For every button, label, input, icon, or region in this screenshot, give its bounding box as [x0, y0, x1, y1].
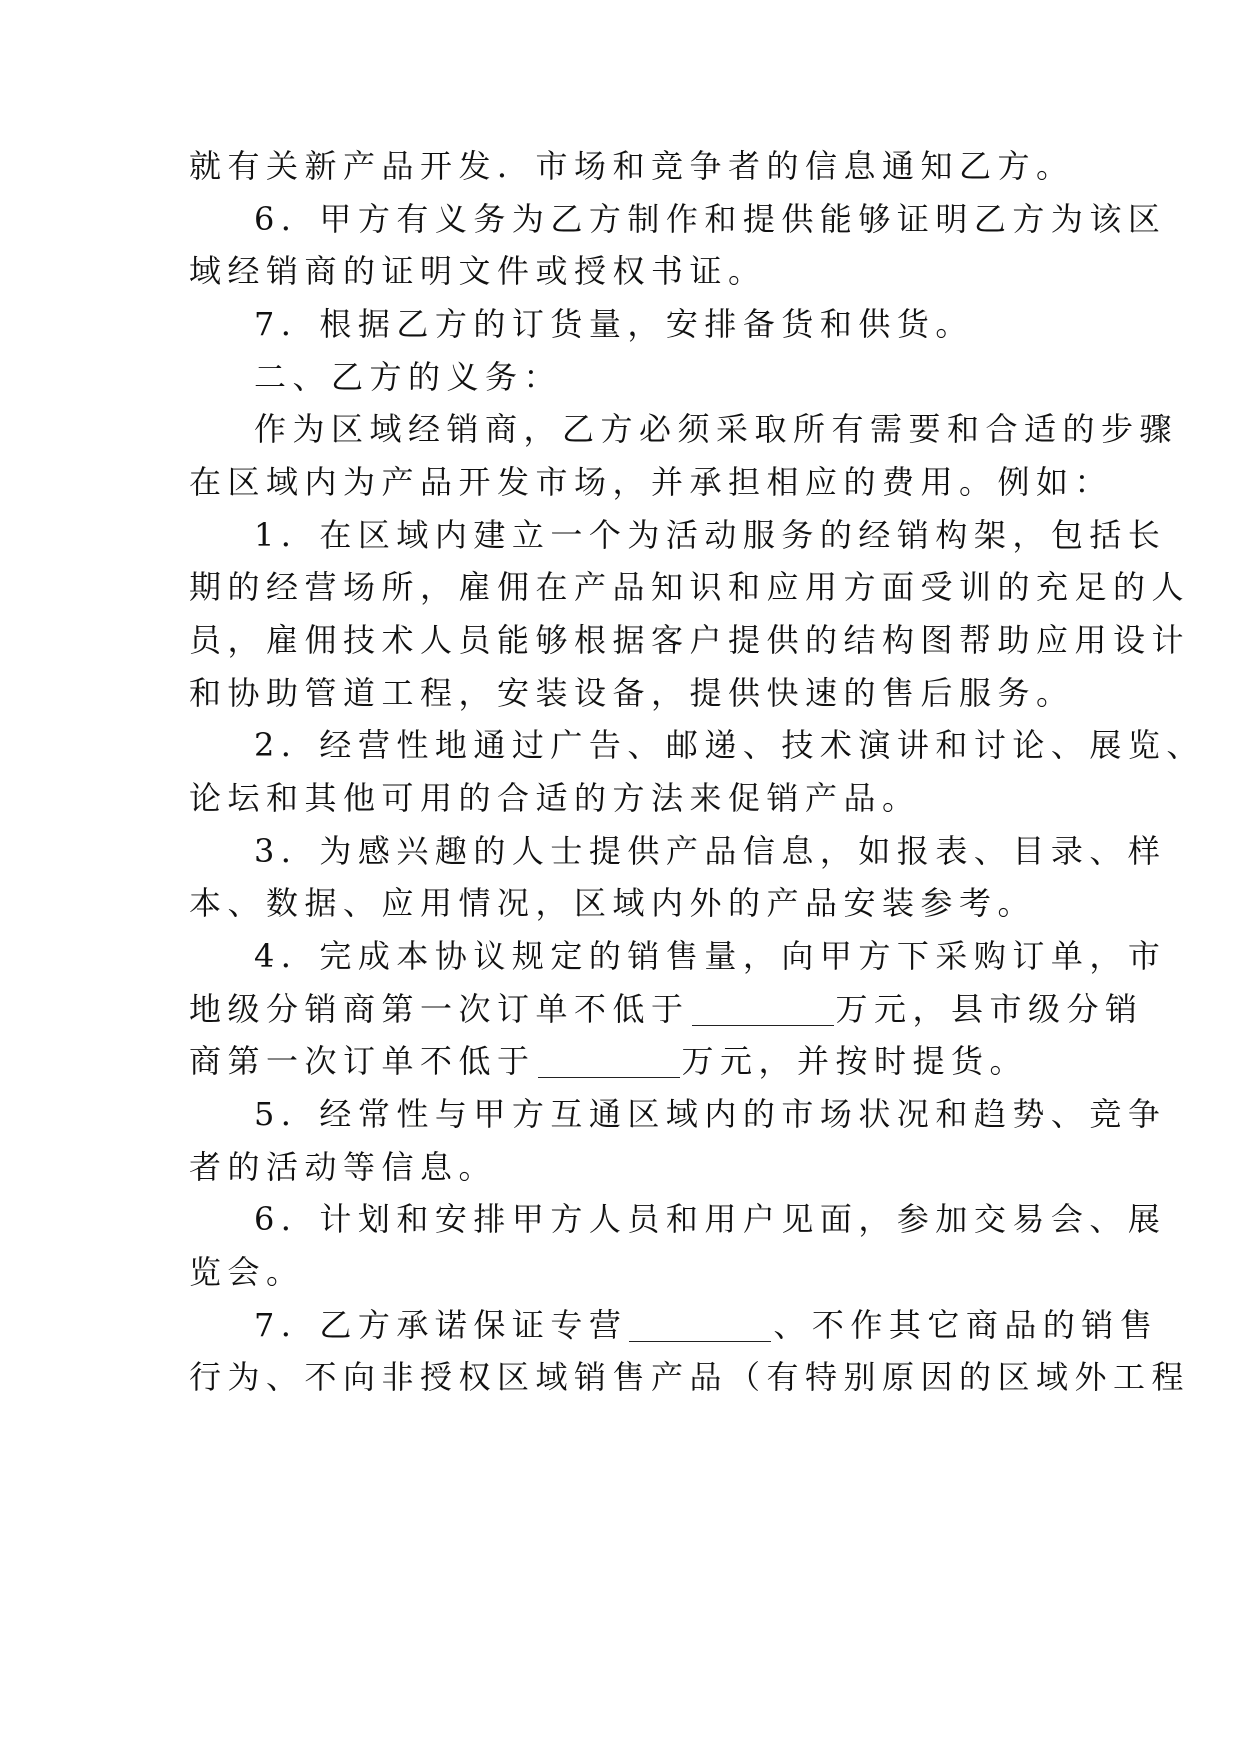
- text-line: 6．计划和安排甲方人员和用户见面，参加交易会、展: [254, 1200, 1167, 1238]
- text-line: 员，雇佣技术人员能够根据客户提供的结构图帮助应用设计: [189, 621, 1191, 659]
- text-line: 作为区域经销商，乙方必须采取所有需要和合适的步骤: [254, 410, 1179, 448]
- text-line: 5．经常性与甲方互通区域内的市场状况和趋势、竞争: [254, 1095, 1167, 1133]
- text-line: 本、数据、应用情况，区域内外的产品安装参考。: [189, 884, 1037, 922]
- text-segment: 万元，县市级分销: [835, 990, 1144, 1028]
- text-line: 者的活动等信息。: [189, 1148, 498, 1186]
- text-line: 期的经营场所，雇佣在产品知识和应用方面受训的充足的人: [189, 568, 1191, 606]
- text-segment: 、不作其它商品的销售: [773, 1306, 1159, 1344]
- fill-in-blank[interactable]: [629, 1309, 771, 1342]
- section-heading: 二、乙方的义务：: [254, 358, 563, 396]
- text-line: 7．根据乙方的订货量，安排备货和供货。: [254, 305, 974, 343]
- text-line: 4．完成本协议规定的销售量，向甲方下采购订单，市: [254, 937, 1167, 975]
- text-line: 在区域内为产品开发市场，并承担相应的费用。例如：: [189, 463, 1114, 501]
- text-line: 和协助管道工程，安装设备，提供快速的售后服务。: [189, 674, 1075, 712]
- text-line: 行为、不向非授权区域销售产品（有特别原因的区域外工程: [189, 1358, 1191, 1396]
- text-line: [189, 1032, 1059, 1090]
- text-segment: 7．乙方承诺保证专营: [254, 1306, 628, 1344]
- text-line: 6．甲方有义务为乙方制作和提供能够证明乙方为该区: [254, 200, 1167, 238]
- fill-in-blank[interactable]: [538, 1045, 680, 1078]
- text-line: [189, 980, 1144, 1038]
- text-line: 2．经营性地通过广告、邮递、技术演讲和讨论、展览、: [254, 726, 1205, 764]
- fill-in-blank[interactable]: [692, 993, 834, 1026]
- text-line: 3．为感兴趣的人士提供产品信息，如报表、目录、样: [254, 832, 1167, 870]
- text-line: 就有关新产品开发．市场和竞争者的信息通知乙方。: [189, 147, 1075, 185]
- text-line: 览会。: [189, 1253, 305, 1291]
- text-line: 域经销商的证明文件或授权书证。: [189, 252, 767, 290]
- text-line: [254, 1296, 1159, 1354]
- text-segment: 商第一次订单不低于: [189, 1042, 536, 1080]
- text-line: 1．在区域内建立一个为活动服务的经销构架，包括长: [254, 516, 1167, 554]
- text-line: 论坛和其他可用的合适的方法来促销产品。: [189, 779, 921, 817]
- text-segment: 地级分销商第一次订单不低于: [189, 990, 690, 1028]
- text-segment: 万元，并按时提货。: [681, 1042, 1029, 1080]
